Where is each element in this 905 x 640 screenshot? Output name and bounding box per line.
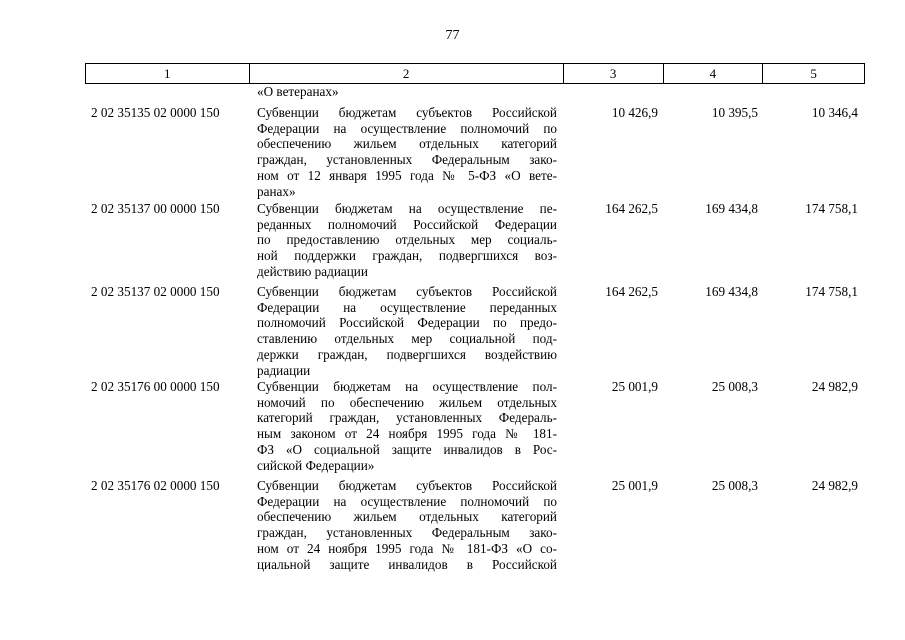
description-line: номочий по обеспечению жильем отдельных (257, 394, 557, 410)
row-description (257, 478, 557, 572)
budget-code: 2 02 35176 00 0000 150 (91, 379, 220, 394)
description-line: реданных полномочий Российской Федерации (257, 216, 557, 232)
page-number: 77 (445, 28, 460, 43)
value-col-3: 10 426,9 (611, 105, 658, 120)
description-line: Субвенции бюджетам субъектов Российской (257, 478, 557, 493)
row-description (257, 201, 557, 280)
description-line: действию радиации (257, 263, 368, 279)
description-line: ФЗ «О социальной защите инвалидов в Рос- (257, 441, 557, 457)
header-col-2: 2 (250, 64, 564, 83)
description-line: циальной защите инвалидов в Российской (257, 556, 557, 572)
value-col-5: 24 982,9 (811, 478, 858, 493)
description-line: Субвенции бюджетам на осуществление пе- (257, 201, 557, 216)
description-line: радиации (257, 362, 311, 378)
header-col-3: 3 (564, 64, 664, 83)
description-line: «О ветеранах» (257, 84, 339, 99)
budget-code: 2 02 35137 00 0000 150 (91, 201, 220, 216)
value-col-4: 169 434,8 (705, 201, 758, 216)
budget-code: 2 02 35137 02 0000 150 (91, 284, 220, 299)
budget-code: 2 02 35176 02 0000 150 (91, 478, 220, 493)
header-col-1: 1 (86, 64, 250, 83)
description-line: Федерации на осуществление переданных (257, 299, 557, 315)
description-line: ным законом от 24 ноября 1995 года № 181- (257, 426, 557, 442)
row-description (257, 105, 557, 199)
description-line: граждан, установленных Федеральным зако- (257, 152, 557, 168)
value-col-3: 25 001,9 (611, 478, 658, 493)
budget-code: 2 02 35135 02 0000 150 (91, 105, 220, 120)
description-line: сийской Федерации» (257, 457, 375, 473)
description-line: Субвенции бюджетам субъектов Российской (257, 284, 557, 299)
description-line: ставлению отдельных мер социальной под- (257, 331, 557, 347)
description-line: граждан, установленных Федеральным зако- (257, 525, 557, 541)
value-col-5: 24 982,9 (811, 379, 858, 394)
description-line: обеспечению жильем отдельных категорий (257, 509, 557, 525)
header-col-5: 5 (810, 66, 817, 81)
description-line: ном от 24 ноября 1995 года № 181-ФЗ «О со- (257, 540, 557, 556)
description-line: держки граждан, подвергшихся воздействию (257, 346, 557, 362)
value-col-3: 164 262,5 (605, 284, 658, 299)
description-line: обеспечению жильем отдельных категорий (257, 136, 557, 152)
value-col-5: 174 758,1 (805, 284, 858, 299)
row-description (257, 284, 557, 378)
value-col-5: 174 758,1 (805, 201, 858, 216)
value-col-4: 10 395,5 (711, 105, 758, 120)
description-line: Субвенции бюджетам на осуществление пол- (257, 379, 557, 394)
row-description (257, 379, 557, 473)
value-col-4: 25 008,3 (711, 478, 758, 493)
description-line: ном от 12 января 1995 года № 5-ФЗ «О вете- (257, 167, 557, 183)
value-col-3: 25 001,9 (611, 379, 658, 394)
table-header (85, 63, 865, 84)
description-line: Федерации на осуществление полномочий по (257, 120, 557, 136)
value-col-5: 10 346,4 (811, 105, 858, 120)
value-col-3: 164 262,5 (605, 201, 658, 216)
description-line: ной поддержки граждан, подвергшихся воз- (257, 248, 557, 264)
value-col-4: 169 434,8 (705, 284, 758, 299)
description-line: ранах» (257, 183, 296, 199)
description-line: Субвенции бюджетам субъектов Российской (257, 105, 557, 120)
description-line: категорий граждан, установленных Федераль- (257, 410, 557, 426)
header-col-4: 4 (664, 64, 764, 83)
description-line: по предоставлению отдельных мер социаль- (257, 232, 557, 248)
description-line: полномочий Российской Федерации по предо- (257, 315, 557, 331)
description-line: Федерации на осуществление полномочий по (257, 493, 557, 509)
value-col-4: 25 008,3 (711, 379, 758, 394)
carry-over-text (257, 84, 557, 100)
